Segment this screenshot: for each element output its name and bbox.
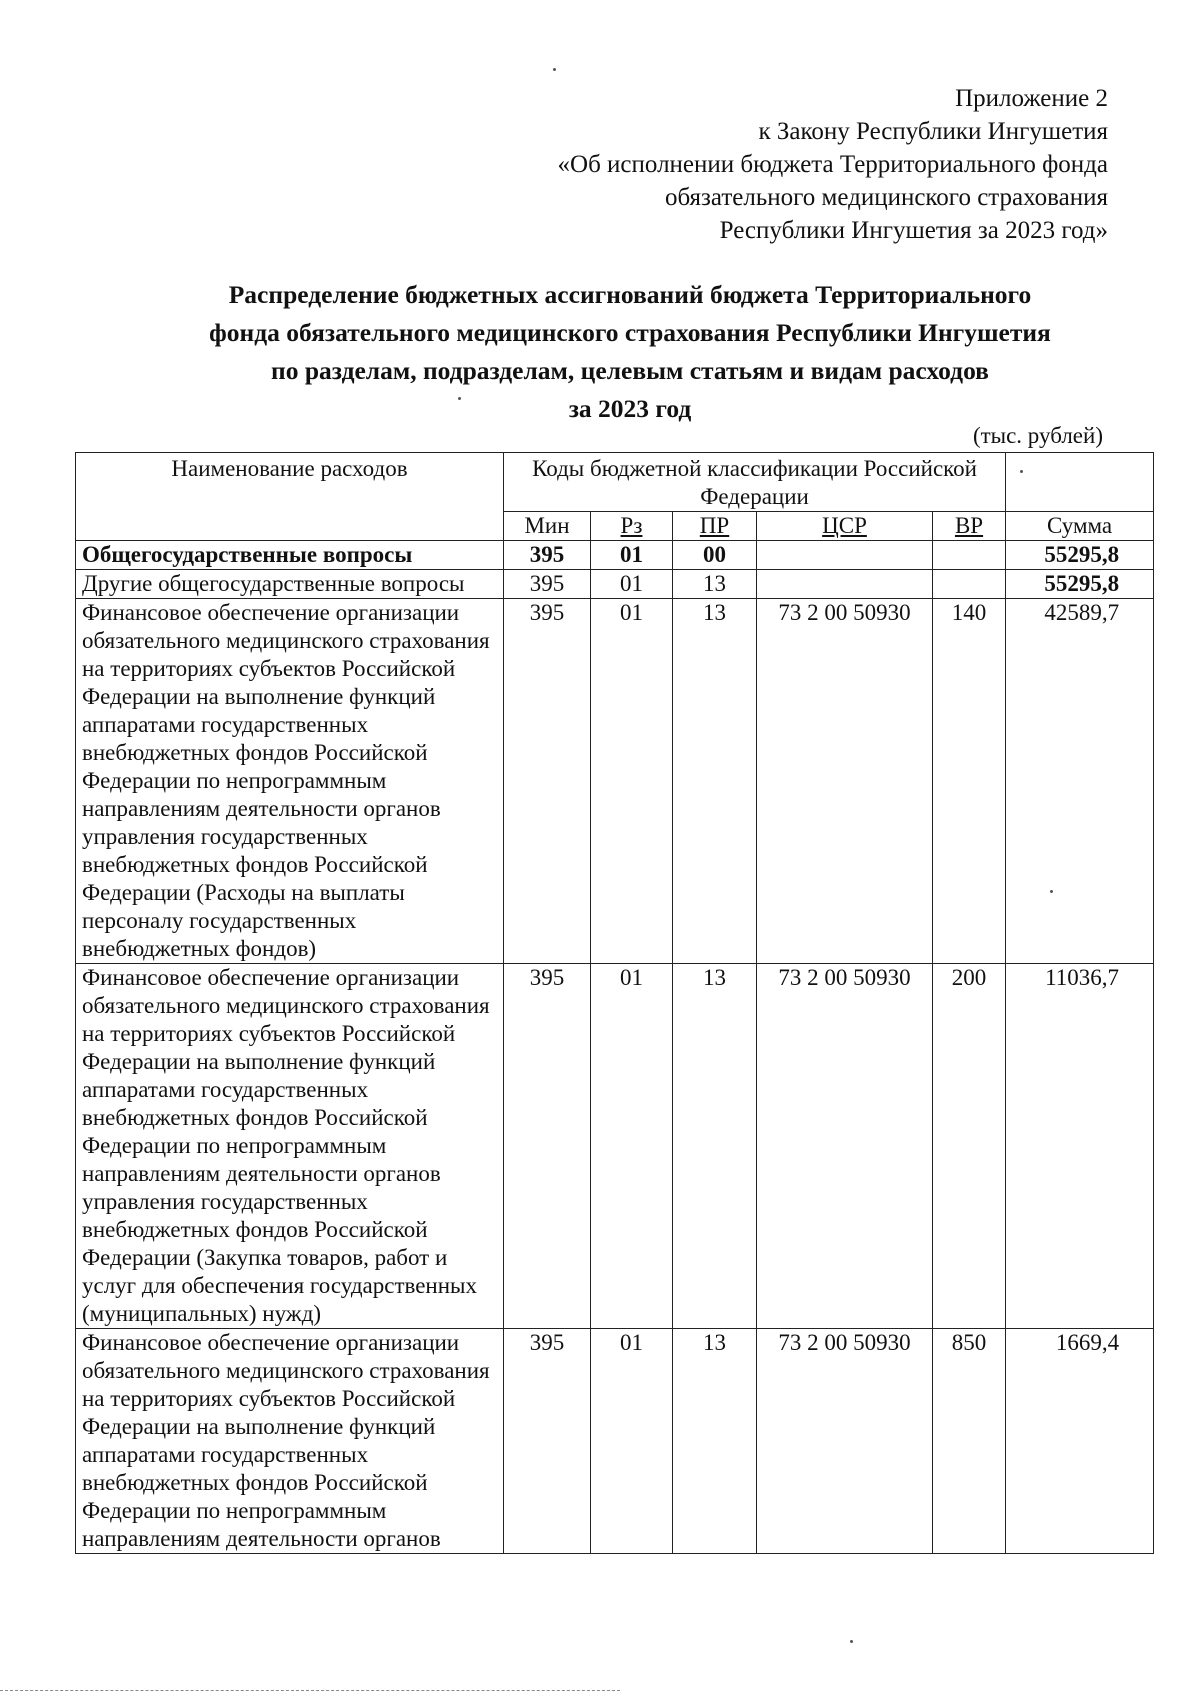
scan-speck <box>458 397 461 400</box>
row-vr: 140 <box>933 599 1006 964</box>
row-vr <box>933 541 1006 570</box>
title-line-1: Распределение бюджетных ассигнований бюджета Территориального <box>228 280 1032 309</box>
row-sum: 1669,4 <box>1006 1329 1154 1554</box>
table-row <box>76 541 1154 570</box>
scan-speck <box>553 68 556 71</box>
table-body <box>76 453 1154 1554</box>
row-csr: 73 2 00 50930 <box>757 1329 933 1554</box>
annex-line-1: Приложение 2 <box>955 85 1108 112</box>
row-csr <box>757 541 933 570</box>
scan-speck <box>850 1640 853 1643</box>
row-csr: 73 2 00 50930 <box>757 964 933 1329</box>
row-pr: 13 <box>673 964 757 1329</box>
row-pr: 00 <box>673 541 757 570</box>
row-min: 395 <box>504 1329 591 1554</box>
row-rz: 01 <box>591 570 673 599</box>
row-rz: 01 <box>591 599 673 964</box>
row-min: 395 <box>504 964 591 1329</box>
row-pr: 13 <box>673 599 757 964</box>
table-row <box>76 964 1154 1329</box>
row-csr <box>757 570 933 599</box>
header-row-top <box>76 453 1154 512</box>
header-sum-top <box>1006 453 1154 512</box>
row-name: Финансовое обеспечение организации обязательного медицинского страхования на территориях субъектов Российской Федерации на выполнение функций аппаратами государственных внебюджетных фондов Российской Федерации по непрограммным направлениям деятельности органов <box>76 1329 504 1554</box>
annex-line-5: Республики Ингушетия за 2023 год» <box>719 217 1108 244</box>
row-min: 395 <box>504 599 591 964</box>
row-name: Финансовое обеспечение организации обязательного медицинского страхования на территориях субъектов Российской Федерации на выполнение функций аппаратами государственных внебюджетных фондов Российской Федерации по непрограммным направлениям деятельности органов управления государственных внебюджетных фондов Российской Федерации (Закупка товаров, работ и услуг для обеспечения государственных (муниципальных) нужд) <box>76 964 504 1329</box>
header-rz: Рз <box>591 512 673 541</box>
row-min: 395 <box>504 570 591 599</box>
annex-line-4: обязательного медицинского страхования <box>664 184 1108 211</box>
annex-line-3: «Об исполнении бюджета Территориального фонда <box>557 151 1108 178</box>
row-min: 395 <box>504 541 591 570</box>
header-min: Мин <box>504 512 591 541</box>
annex-line-2: к Закону Республики Ингушетия <box>758 118 1108 145</box>
row-vr: 200 <box>933 964 1006 1329</box>
row-vr: 850 <box>933 1329 1006 1554</box>
header-csr: ЦСР <box>757 512 933 541</box>
units-note: (тыс. рублей) <box>972 423 1103 448</box>
row-rz: 01 <box>591 541 673 570</box>
row-vr <box>933 570 1006 599</box>
row-name: Другие общегосударственные вопросы <box>76 570 504 599</box>
scan-edge-line <box>0 1690 620 1691</box>
row-name: Финансовое обеспечение организации обязательного медицинского страхования на территориях субъектов Российской Федерации на выполнение функций аппаратами государственных внебюджетных фондов Российской Федерации по непрограммным направлениям деятельности органов управления государственных внебюджетных фондов Российской Федерации (Расходы на выплаты персоналу государственных внебюджетных фондов) <box>76 599 504 964</box>
table-row <box>76 1329 1154 1554</box>
row-name: Общегосударственные вопросы <box>76 541 504 570</box>
row-pr: 13 <box>673 570 757 599</box>
header-name: Наименование расходов <box>76 453 504 541</box>
title-line-4: за 2023 год <box>568 394 692 423</box>
row-sum: 55295,8 <box>1006 541 1154 570</box>
table-row <box>76 570 1154 599</box>
table-row <box>76 599 1154 964</box>
annex-header <box>558 82 1108 247</box>
scan-speck <box>1020 470 1023 473</box>
header-sum: Сумма <box>1006 512 1154 541</box>
header-codes: Коды бюджетной классификации Российской Федерации <box>504 453 1006 512</box>
budget-table <box>75 452 1154 1554</box>
row-pr: 13 <box>673 1329 757 1554</box>
document-title <box>130 276 1130 428</box>
header-vr: ВР <box>933 512 1006 541</box>
row-rz: 01 <box>591 1329 673 1554</box>
header-pr: ПР <box>673 512 757 541</box>
title-line-2: фонда обязательного медицинского страхования Республики Ингушетия <box>209 318 1051 347</box>
row-csr: 73 2 00 50930 <box>757 599 933 964</box>
title-line-3: по разделам, подразделам, целевым статьям и видам расходов <box>271 356 989 385</box>
row-sum: 42589,7 <box>1006 599 1154 964</box>
row-sum: 11036,7 <box>1006 964 1154 1329</box>
row-sum: 55295,8 <box>1006 570 1154 599</box>
row-rz: 01 <box>591 964 673 1329</box>
scan-speck <box>1050 890 1053 893</box>
